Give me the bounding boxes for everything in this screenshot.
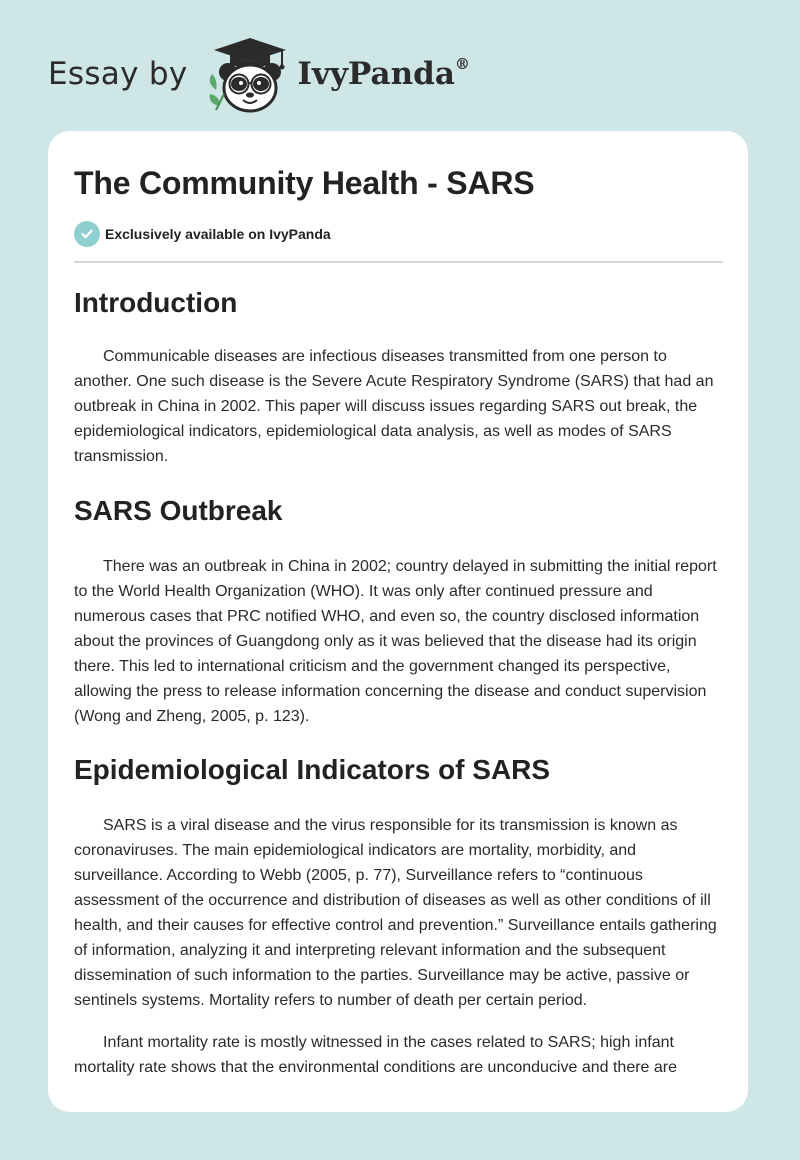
section-epidemiological-indicators bbox=[74, 750, 723, 1080]
section-introduction bbox=[74, 283, 723, 469]
essay-card bbox=[48, 131, 748, 1112]
paragraph: There was an outbreak in China in 2002; country delayed in submitting the initial report to the World Health Organization (WHO). It was only after continued pressure and numerous cases that PRC notified WHO, and even so, the country disclosed information about the provinces of Guangdong only as it was believed that the disease had its origin there. This led to international criticism and the government changed its perspective, allowing the press to release information concerning the disease and conduct supervision (Wong and Zheng, 2005, p. 123). bbox=[74, 558, 717, 725]
check-circle-icon bbox=[74, 221, 100, 247]
exclusive-badge-label: Exclusively available on IvyPanda bbox=[105, 226, 331, 242]
site-header bbox=[48, 34, 508, 114]
essay-title: The Community Health - SARS bbox=[74, 165, 535, 201]
brand-name[interactable]: IvyPanda® bbox=[297, 54, 470, 92]
exclusive-badge bbox=[74, 221, 723, 247]
section-heading: SARS Outbreak bbox=[74, 495, 283, 526]
essay-by-label: Essay by bbox=[48, 56, 188, 92]
section-sars-outbreak bbox=[74, 491, 723, 729]
essay-content bbox=[74, 161, 723, 1080]
section-heading: Epidemiological Indicators of SARS bbox=[74, 754, 551, 785]
paragraph: Communicable diseases are infectious diseases transmitted from one person to another. One such disease is the Severe Acute Respiratory Syndrome (SARS) that had an outbreak in China in 2002. This paper will discuss issues regarding SARS out break, the epidemiological indicators, epidemiological data analysis, as well as modes of SARS transmission. bbox=[74, 348, 714, 465]
registered-mark: ® bbox=[454, 54, 470, 73]
panda-logo-icon[interactable] bbox=[202, 34, 294, 114]
paragraph: SARS is a viral disease and the virus responsible for its transmission is known as coronaviruses. The main epidemiological indicators are mortality, morbidity, and surveillance. According to Webb (2005, p. 77), Surveillance refers to “continuous assessment of the occurrence and distribution of diseases as well as other conditions of ill health, and their causes for effective control and prevention.” Surveillance entails gathering of information, analyzing it and interpreting relevant information and the subsequent dissemination of such information to the parties. Surveillance may be active, passive or sentinels systems. Mortality refers to number of death per certain period. bbox=[74, 817, 717, 1009]
section-heading: Introduction bbox=[74, 287, 238, 318]
title-divider bbox=[74, 261, 723, 263]
paragraph: Infant mortality rate is mostly witnessed in the cases related to SARS; high infant mortality rate shows that the environmental conditions are unconducive and there are bbox=[74, 1034, 678, 1076]
